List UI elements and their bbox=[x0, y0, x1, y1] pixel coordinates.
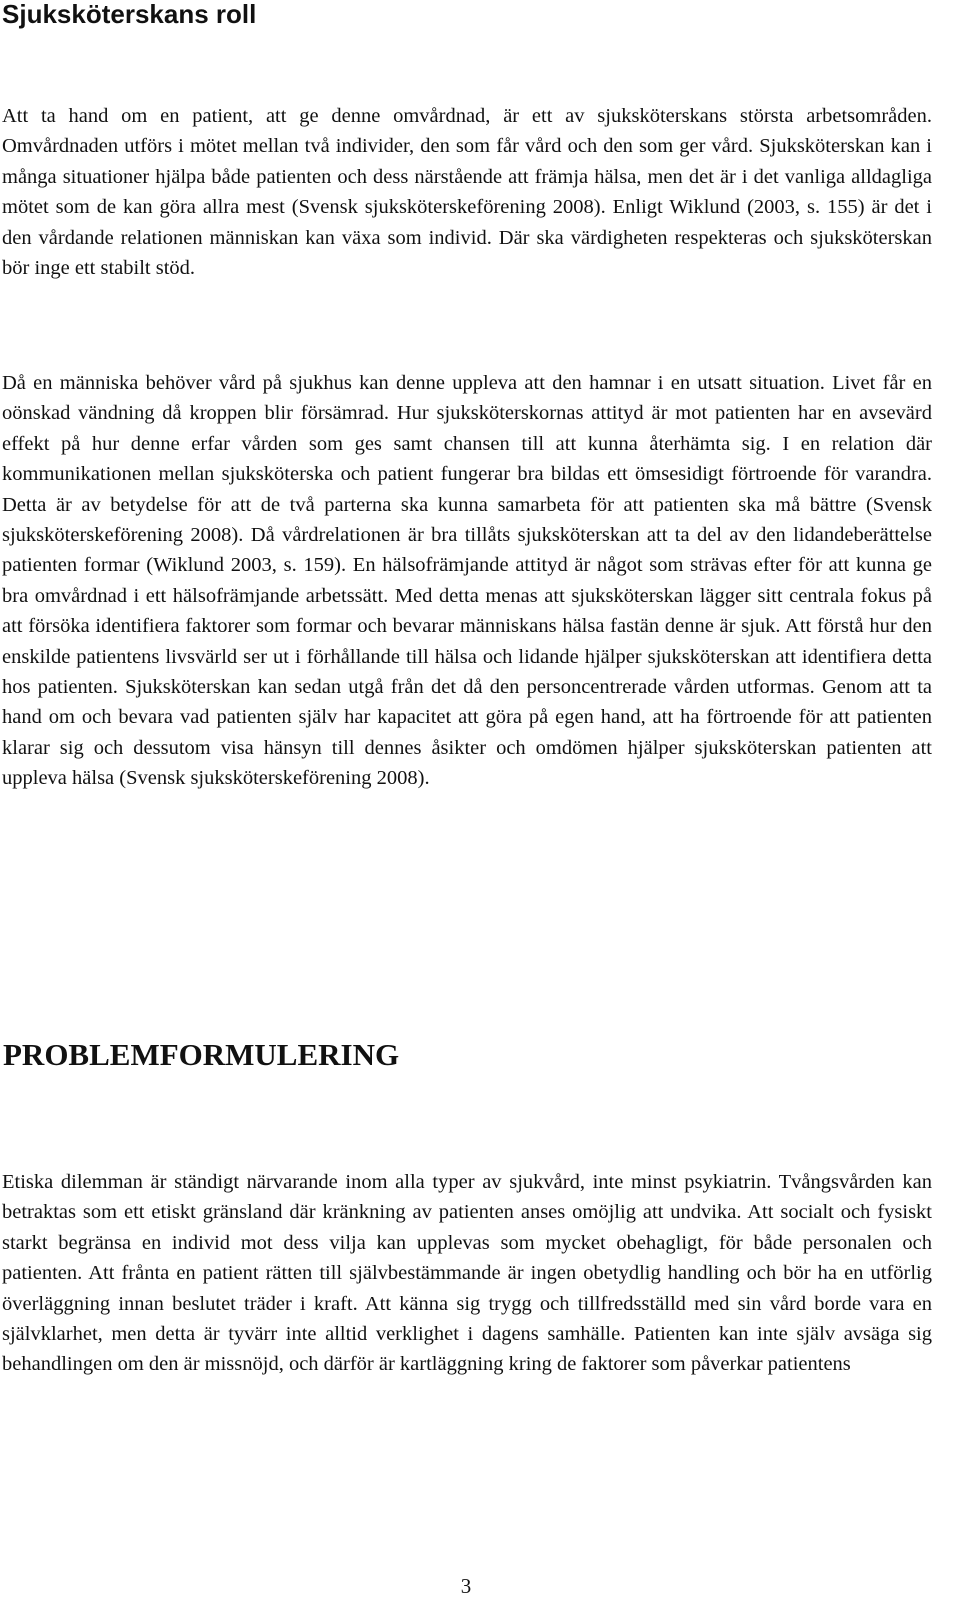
paragraph-hospital-care: Då en människa behöver vård på sjukhus kan denne uppleva att den hamnar i en utsatt situation. Livet får en oönskad vändning då kroppen blir försämrad. Hur sjuksköterskornas attityd är mot patienten har en avsevärd effekt på hur denne erfar vården som ges samt chansen till att kunna återhämta sig. I en relation där kommunikationen mellan sjuksköterska och patient fungerar bra bildas ett ömsesidigt förtroende för varandra. Detta är av betydelse för att de två parterna ska kunna samarbeta för att patienten ska må bättre (Svensk sjuksköterskeförening 2008). Då vårdrelationen är bra tillåts sjuksköterskan att ta del av den lidandeberättelse patienten formar (Wiklund 2003, s. 159). En hälsofrämjande attityd är något som strävas efter för att kunna ge bra omvårdnad i ett hälsofrämjande arbetssätt. Med detta menas att sjuksköterskan lägger sitt centrala fokus på att försöka identifiera faktorer som formar och bevarar människans hälsa fastän denne är sjuk. Att förstå hur den enskilde patientens livsvärld ser ut i förhållande till hälsa och lidande hjälper sjuksköterskan att identifiera detta hos patienten. Sjuksköterskan kan sedan utgå från det då den personcentrerade vården utformas. Genom att ta hand om och bevara vad patienten själv har kapacitet att göra på egen hand, att ha förtroende för att patienten klarar sig och dessutom visa hänsyn till dennes åsikter och omdömen hjälper sjuksköterskan patienten att uppleva hälsa (Svensk sjuksköterskeförening 2008). bbox=[2, 372, 932, 790]
paragraph-problem-statement: Etiska dilemman är ständigt närvarande inom alla typer av sjukvård, inte minst psykiatrin. Tvångsvården kan betraktas som ett etiskt gränsland där kränkning av patienten anses omöjlig att undvika. Att socialt och fysiskt starkt begränsa en individ mot dess vilja kan upplevas som mycket obehagligt, för både personalen och patienten. Att frånta en patient rätten till självbestämmande är ingen obetydlig handling och bör ha en utförlig överläggning innan beslutet träder i kraft. Att känna sig trygg och tillfredsställd med sin vård borde vara en självklarhet, men detta är tyvärr inte alltid verklighet i dagens samhälle. Patienten kan inte själv avsäga sig behandlingen om den är missnöjd, och därför är kartläggning kring de faktorer som påverkar patientens bbox=[2, 1171, 932, 1376]
paragraph-nurse-role: Att ta hand om en patient, att ge denne omvårdnad, är ett av sjuksköterskans största arbetsområden. Omvårdnaden utförs i mötet mellan två individer, den som får vård och den som ger vård. Sjuksköterskan kan i många situationer hjälpa både patienten och dess närstående att främja hälsa, men det är i det vanliga alldagliga mötet som de kan göra allra mest (Svensk sjuksköterskeförening 2008). Enligt Wiklund (2003, s. 155) är det i den vårdande relationen människan kan växa som individ. Där ska värdigheten respekteras och sjuksköterskan bör inge ett stabilt stöd. bbox=[2, 105, 932, 280]
page-number: 3 bbox=[460, 1574, 472, 1598]
chapter-title: PROBLEMFORMULERING bbox=[3, 1037, 400, 1072]
section-title: Sjuksköterskans roll bbox=[2, 0, 257, 29]
